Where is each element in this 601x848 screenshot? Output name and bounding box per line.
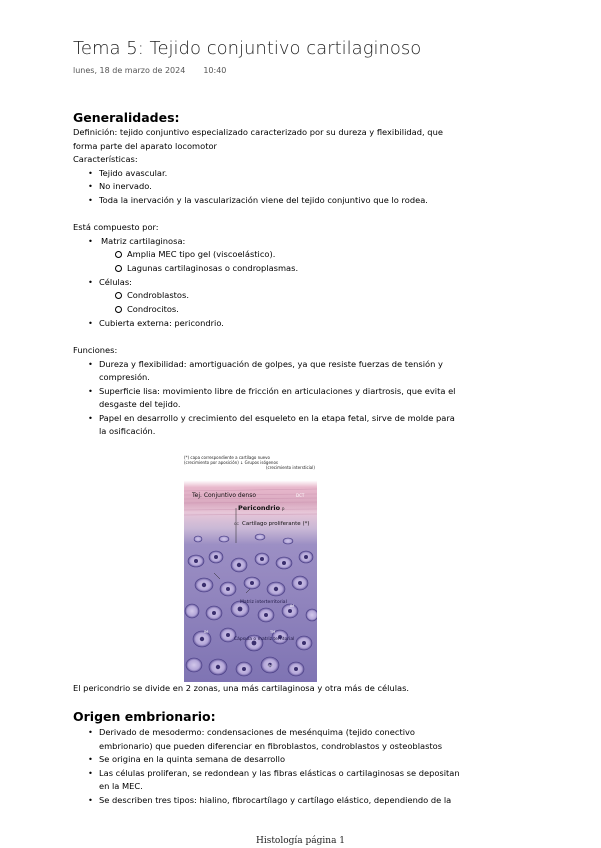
- section-heading-generalidades: Generalidades:: [73, 110, 180, 125]
- figure-label-p: P: [282, 507, 285, 512]
- list-item-continuation: en la MEC.: [99, 781, 143, 791]
- characteristics-label: Características:: [73, 154, 138, 164]
- definition-line-2: forma parte del aparato locomotor: [73, 141, 217, 151]
- figure-label-tm: TM: [270, 630, 276, 634]
- figure-label-im: IM: [204, 630, 209, 634]
- bullet-icon: •: [88, 795, 93, 805]
- bullet-icon: •: [88, 359, 93, 369]
- histology-figure: [184, 453, 317, 682]
- bullet-icon: •: [88, 168, 93, 178]
- figure-label-perichondrium: Pericondrio: [238, 504, 281, 512]
- figure-label-im: IM: [268, 664, 273, 668]
- bullet-icon: •: [88, 386, 93, 396]
- figure-label-cc: CC: [234, 522, 239, 526]
- bullet-icon: •: [88, 768, 93, 778]
- list-item-continuation: embrionario) que pueden diferenciar en fibroblastos, condroblastos y osteoblastos: [99, 741, 443, 751]
- bullet-icon: •: [88, 236, 93, 246]
- page-meta: [73, 66, 226, 75]
- list-item-continuation: la osificación.: [99, 426, 156, 436]
- circle-bullet-icon: [115, 306, 122, 313]
- figure-label-capsule: Cápsula o matriz territorial: [234, 637, 295, 642]
- figure-note-3: (crecimiento intersticial): [266, 465, 315, 470]
- bullet-icon: •: [88, 181, 93, 191]
- cartilage-micrograph-image: [184, 453, 317, 682]
- circle-bullet-icon: [115, 265, 122, 272]
- functions-label: Funciones:: [73, 345, 118, 355]
- bullet-icon: •: [88, 277, 93, 287]
- page-footer: Histología página 1: [255, 836, 346, 846]
- list-item-continuation: compresión.: [99, 372, 150, 382]
- page-time: 10:40: [203, 66, 227, 75]
- figure-label-dense: Tej. Conjuntivo denso: [192, 492, 257, 499]
- bullet-icon: •: [88, 318, 93, 328]
- section-heading-origen: Origen embrionario:: [73, 709, 216, 724]
- figure-label-im: IM: [290, 604, 295, 608]
- page-date: lunes, 18 de marzo de 2024: [73, 66, 186, 75]
- figure-caption: El pericondrio se divide en 2 zonas, una más cartilaginosa y otra más de células.: [73, 683, 410, 693]
- list-item-continuation: desgaste del tejido.: [99, 399, 181, 409]
- circle-bullet-icon: [115, 251, 122, 258]
- bullet-icon: •: [88, 727, 93, 737]
- figure-label-interterritorial: Matriz interterritorial: [240, 600, 287, 605]
- page-title: Tema 5: Tejido conjuntivo cartilaginoso: [73, 38, 422, 59]
- definition-line-1: Definición: tejido conjuntivo especializado caracterizado por su dureza y flexibilidad, que: [73, 127, 443, 137]
- circle-bullet-icon: [115, 292, 122, 299]
- composition-label: Está compuesto por:: [73, 222, 159, 232]
- figure-label-dct: DCT: [296, 493, 305, 498]
- bullet-icon: •: [88, 413, 93, 423]
- bullet-icon: •: [88, 754, 93, 764]
- bullet-icon: •: [88, 195, 93, 205]
- figure-note-2: (crecimiento por aposición) ↓ Grupos isógenos: [184, 460, 278, 465]
- figure-note-1: (*) capa correspondiente a cartílago nuevo: [184, 455, 270, 460]
- figure-label-proliferating: Cartílago proliferante (*): [242, 521, 310, 527]
